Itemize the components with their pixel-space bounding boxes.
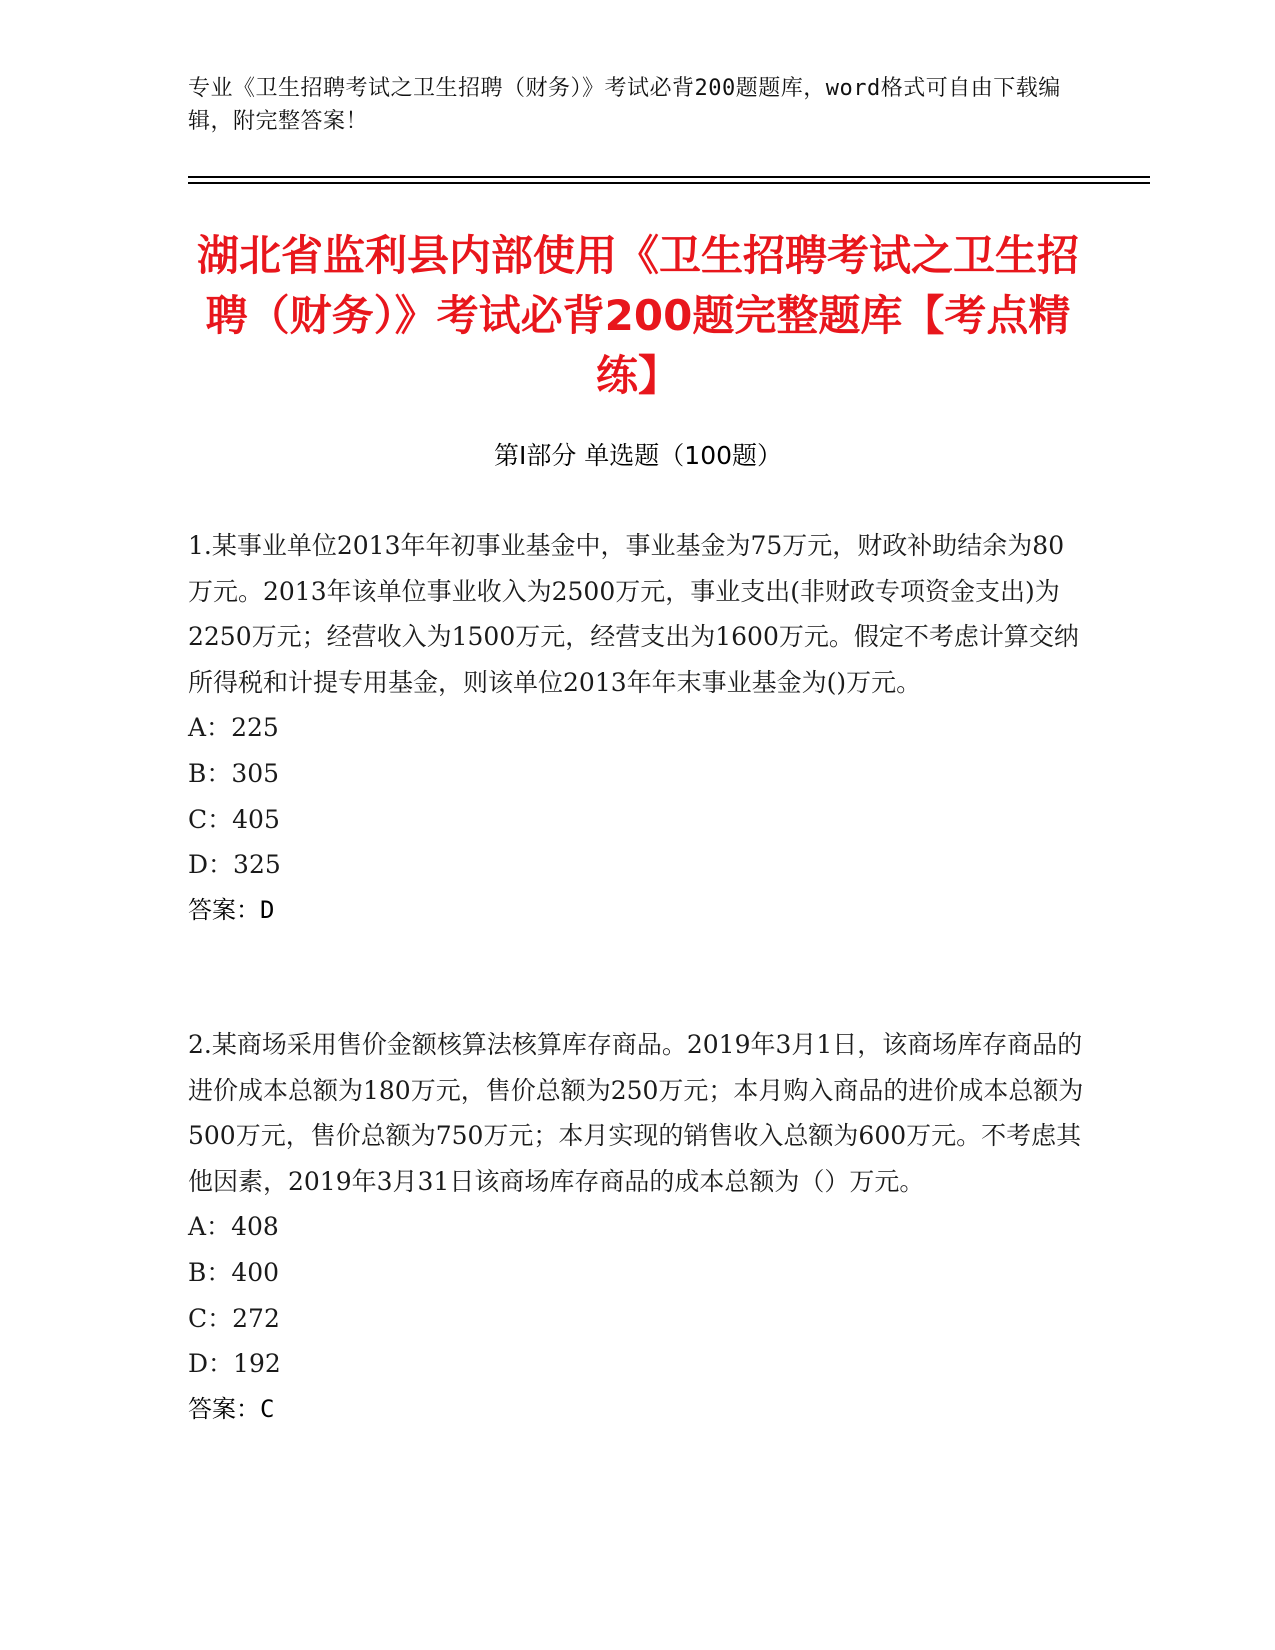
option-c (188, 1296, 1088, 1342)
document-title: 湖北省监利县内部使用《卫生招聘考试之卫生招聘（财务）》考试必背200题完整题库【考点精练】 (196, 231, 1079, 400)
option-letter: C： (188, 1303, 233, 1333)
option-letter: A： (188, 1212, 232, 1242)
question-stem: 2.某商场采用售价金额核算法核算库存商品。2019年3月1日，该商场库存商品的进价成本总额为180万元，售价总额为250万元；本月购入商品的进价成本总额为500万元，售价总额为750万元；本月实现的销售收入总额为600万元。不考虑其他因素，2019年3月31日该商场库存商品的成本总额为（）万元。 (188, 1030, 1084, 1196)
option-d (188, 1341, 1088, 1387)
option-value: 305 (231, 758, 280, 788)
option-letter: B： (188, 758, 232, 788)
option-letter: A： (188, 713, 232, 743)
option-a (188, 1204, 1088, 1250)
option-value: 400 (231, 1257, 280, 1287)
option-value: 225 (231, 713, 279, 743)
option-letter: D： (188, 850, 234, 880)
option-b (188, 1250, 1088, 1296)
option-letter: B： (188, 1257, 232, 1287)
option-letter: C： (188, 804, 233, 834)
option-a (188, 705, 1088, 751)
header-note: 专业《卫生招聘考试之卫生招聘（财务）》考试必背200题题库，word格式可自由下载编辑，附完整答案！ (188, 76, 1061, 134)
option-b (188, 751, 1088, 797)
option-value: 272 (232, 1303, 280, 1333)
section-heading: 第Ⅰ部分 单选题（100题） (493, 441, 783, 470)
option-d (188, 842, 1088, 888)
option-value: 405 (232, 804, 280, 834)
question-stem: 1.某事业单位2013年年初事业基金中，事业基金为75万元，财政补助结余为80万元。2013年该单位事业收入为2500万元，事业支出(非财政专项资金支出)为2250万元；经营收入为1500万元，经营支出为1600万元。假定不考虑计算交纳所得税和计提专用基金，则该单位2013年年末事业基金为()万元。 (188, 531, 1079, 697)
option-value: 325 (233, 850, 281, 880)
answer-line: 答案：D (188, 895, 275, 924)
option-letter: D： (188, 1349, 234, 1379)
question-block (188, 1022, 1088, 1432)
question-block (188, 523, 1088, 933)
answer-line: 答案：C (188, 1394, 275, 1423)
header-divider-top (188, 176, 1150, 178)
option-value: 408 (231, 1212, 279, 1242)
header-divider-bottom (188, 182, 1150, 184)
option-c (188, 797, 1088, 843)
option-value: 192 (233, 1349, 281, 1379)
